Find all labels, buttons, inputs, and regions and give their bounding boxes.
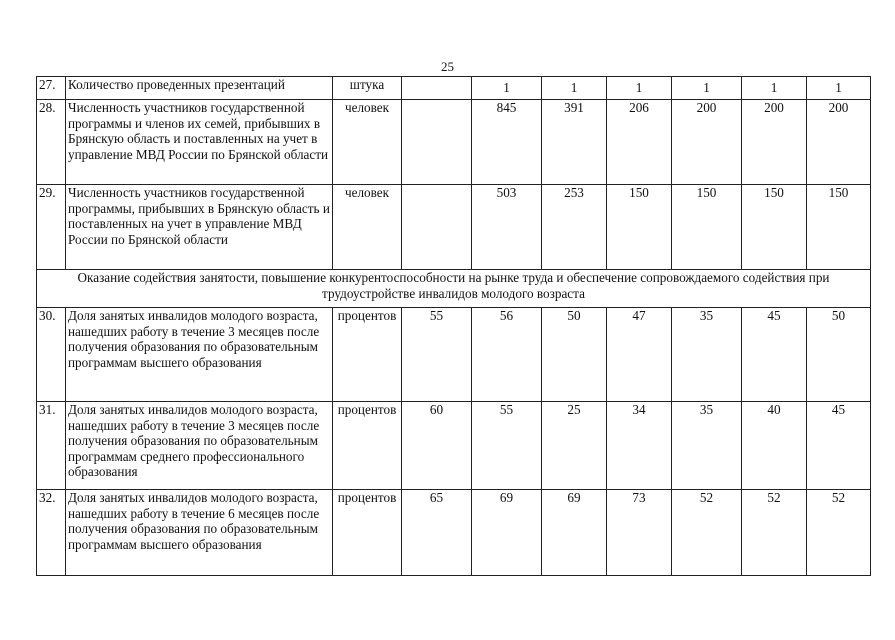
value-cell: 52 — [672, 490, 742, 576]
unit-cell: процентов — [333, 308, 402, 402]
indicator-name: Доля занятых инвалидов молодого возраста, нашедших работу в течение 3 месяцев после получения образования по образовательным программам среднего профессионального образования — [66, 402, 333, 490]
value-cell: 1 — [607, 77, 672, 100]
section-header: Оказание содействия занятости, повышение конкурентоспособности на рынке труда и обеспечение сопровождаемого содействия при трудоустройстве инвалидов молодого возраста — [37, 270, 871, 308]
value-cell: 253 — [542, 185, 607, 270]
indicators-table — [36, 76, 871, 576]
value-cell: 55 — [402, 308, 472, 402]
indicator-name: Численность участников государственной программы, прибывших в Брянскую область и поставленных на учет в управление МВД России по Брянской области — [66, 185, 333, 270]
value-cell — [402, 100, 472, 185]
table-row — [37, 185, 871, 270]
value-cell: 45 — [742, 308, 807, 402]
value-cell — [402, 185, 472, 270]
value-cell: 55 — [472, 402, 542, 490]
row-number: 31. — [37, 402, 66, 490]
value-cell: 45 — [807, 402, 871, 490]
value-cell: 73 — [607, 490, 672, 576]
row-number: 28. — [37, 100, 66, 185]
value-cell: 65 — [402, 490, 472, 576]
value-cell: 60 — [402, 402, 472, 490]
value-cell: 25 — [542, 402, 607, 490]
table-row — [37, 402, 871, 490]
value-cell: 200 — [672, 100, 742, 185]
row-number: 27. — [37, 77, 66, 100]
indicator-name: Количество проведенных презентаций — [66, 77, 333, 100]
value-cell: 50 — [542, 308, 607, 402]
value-cell: 52 — [742, 490, 807, 576]
value-cell: 1 — [542, 77, 607, 100]
value-cell: 50 — [807, 308, 871, 402]
row-number: 30. — [37, 308, 66, 402]
value-cell: 845 — [472, 100, 542, 185]
value-cell: 150 — [807, 185, 871, 270]
value-cell — [402, 77, 472, 100]
value-cell: 69 — [542, 490, 607, 576]
unit-cell: процентов — [333, 490, 402, 576]
table-row — [37, 490, 871, 576]
section-header-row — [37, 270, 871, 308]
value-cell: 206 — [607, 100, 672, 185]
value-cell: 35 — [672, 402, 742, 490]
row-number: 29. — [37, 185, 66, 270]
value-cell: 1 — [672, 77, 742, 100]
page-number: 25 — [441, 59, 454, 74]
indicator-name: Доля занятых инвалидов молодого возраста, нашедших работу в течение 6 месяцев после получения образования по образовательным программам высшего образования — [66, 490, 333, 576]
value-cell: 69 — [472, 490, 542, 576]
value-cell: 47 — [607, 308, 672, 402]
value-cell: 200 — [807, 100, 871, 185]
unit-cell: процентов — [333, 402, 402, 490]
value-cell: 1 — [807, 77, 871, 100]
value-cell: 1 — [742, 77, 807, 100]
unit-cell: человек — [333, 185, 402, 270]
value-cell: 34 — [607, 402, 672, 490]
unit-cell: штука — [333, 77, 402, 100]
value-cell: 503 — [472, 185, 542, 270]
value-cell: 40 — [742, 402, 807, 490]
value-cell: 200 — [742, 100, 807, 185]
table-row — [37, 308, 871, 402]
value-cell: 150 — [672, 185, 742, 270]
indicator-name: Численность участников государственной программы и членов их семей, прибывших в Брянскую область и поставленных на учет в управление МВД России по Брянской области — [66, 100, 333, 185]
value-cell: 52 — [807, 490, 871, 576]
value-cell: 56 — [472, 308, 542, 402]
unit-cell: человек — [333, 100, 402, 185]
value-cell: 150 — [607, 185, 672, 270]
table-row — [37, 100, 871, 185]
value-cell: 35 — [672, 308, 742, 402]
table-row — [37, 77, 871, 100]
row-number: 32. — [37, 490, 66, 576]
value-cell: 150 — [742, 185, 807, 270]
indicator-name: Доля занятых инвалидов молодого возраста, нашедших работу в течение 3 месяцев после получения образования по образовательным программам высшего образования — [66, 308, 333, 402]
value-cell: 1 — [472, 77, 542, 100]
value-cell: 391 — [542, 100, 607, 185]
